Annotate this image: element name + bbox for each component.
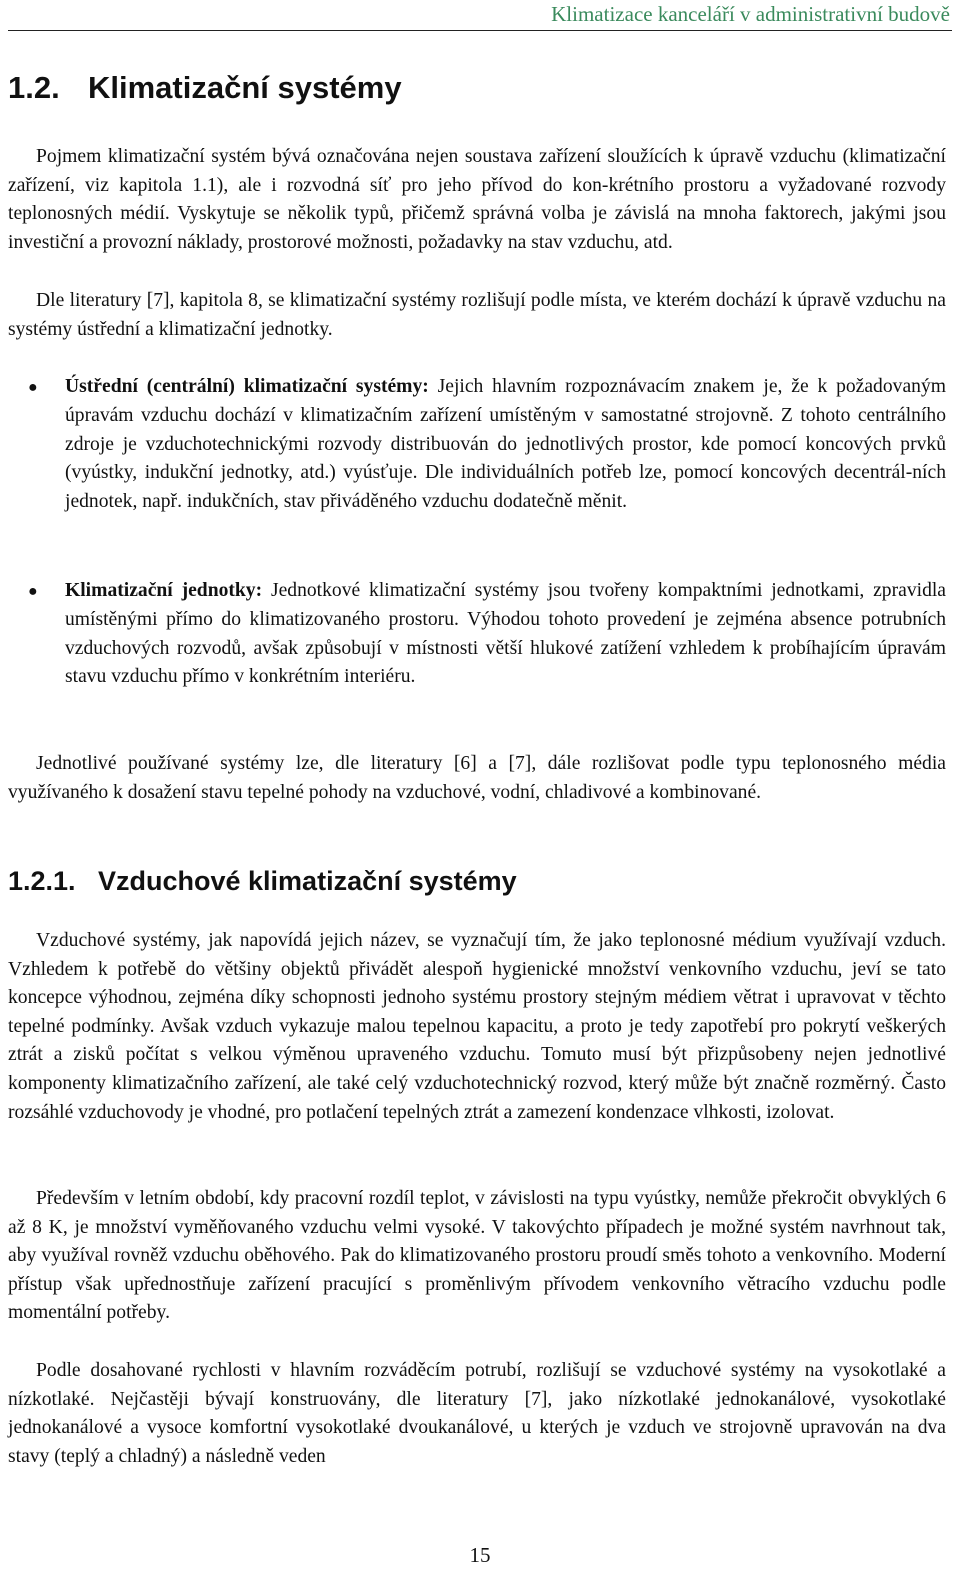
page-number: 15 [469, 1543, 491, 1567]
bullet-icon: ● [28, 379, 38, 396]
intro-paragraph: Pojmem klimatizační systém bývá označována nejen soustava zařízení sloužících k úpravě vzduchu (klimatizační zařízení, viz kapitola 1.1), ale i rozvodná síť pro jeho přívod do kon-krétního prostoru a vyžadované rozvody teplonosných médií. Vyskytuje se několik typů, přičemž správná volba je závislá na mnoha faktorech, jakými jsou investiční a provozní náklady, prostorové možnosti, požadavky na stav vzduchu, atd. [8, 146, 946, 253]
bullet-icon: ● [28, 583, 38, 600]
header-rule [8, 30, 952, 31]
closing-paragraph: Jednotlivé používané systémy lze, dle literatury [6] a [7], dále rozlišovat podle typu teplonosného média využívaného k dosažení stavu tepelné pohody na vzduchové, vodní, chladivové a kombinované. [8, 753, 946, 803]
body-paragraph-1: Vzduchové systémy, jak napovídá jejich název, se vyznačují tím, že jako teplonosné médium využívají vzduch. Vzhledem k potřebě do většiny objektů přivádět alespoň hygienické množství venkovního vzduchu, jeví se tato koncepce výhodnou, zejména díky schopnosti jednoho systému prostory stejným médiem větrat i upravovat v těchto tepelné podmínky. Avšak vzduch vykazuje malou tepelnou kapacitu, a proto je tedy zapotřebí pro pokrytí veškerých ztrát a zisků počítat s velkou výměnou upraveného vzduchu. Tomuto musí být přizpůsobeny nejen jednotlivé komponenty klimatizačního zařízení, ale také celý vzduchotechnický rozvod, který může být značně rozměrný. Často rozsáhlé vzduchovody je vhodné, pro potlačení tepelných ztrát a zamezení kondenzace vlhkosti, izolovat. [8, 930, 946, 1123]
section-title: Klimatizační systémy [88, 70, 402, 105]
list-item-unit-systems [65, 577, 946, 692]
list-item-text: Jednotkové klimatizační systémy jsou tvořeny kompaktními jednotkami, zpravidla umístěnými přímo do klimatizovaného prostoru. Výhodou tohoto provedení je zejména absence potrubních vzduchových rozvodů, avšak způsobují v místnosti větší hlukové zatížení vzhledem k probíhajícím úpravám stavu vzduchu přímo v konkrétním interiéru. [65, 580, 947, 688]
list-item-term: Ústřední (centrální) klimatizační systémy: [65, 376, 429, 397]
running-header: Klimatizace kanceláří v administrativní budově [551, 2, 950, 26]
list-item-term: Klimatizační jednotky: [65, 580, 263, 601]
subsection-title: Vzduchové klimatizační systémy [98, 866, 517, 896]
subsection-number: 1.2.1. [8, 866, 76, 896]
literature-paragraph: Dle literatury [7], kapitola 8, se klimatizační systémy rozlišují podle místa, ve kterém dochází k úpravě vzduchu na systémy ústřední a klimatizační jednotky. [8, 290, 946, 340]
list-item-text: Jejich hlavním rozpoznávacím znakem je, že k požadovaným úpravám vzduchu dochází v klimatizačním zařízení umístěným v samostatné strojovně. Z tohoto centrálního zdroje je vzduchotechnickými rozvody distribuován do jednotlivých prostor, kde pomocí koncových prvků (vyústky, indukční jednotky, atd.) vyúsťuje. Dle individuálních potřeb lze, pomocí koncových decentrál-ních jednotek, např. indukčních, stav přiváděného vzduchu dodatečně měnit. [65, 376, 946, 513]
body-paragraph-2: Především v letním období, kdy pracovní rozdíl teplot, v závislosti na typu vyústky, nemůže překročit obvyklých 6 až 8 K, je množství vyměňovaného vzduchu velmi vysoké. V takovýchto případech je možné systém navrhnout tak, aby využíval rovněž vzduchu oběhového. Pak do klimatizovaného prostoru proudí směs tohoto a venkovního. Moderní přístup však upřednostňuje zařízení pracující s proměnlivým přívodem venkovního větracího vzduchu podle momentální potřeby. [8, 1188, 946, 1324]
section-number: 1.2. [8, 70, 60, 105]
list-item-central-systems [65, 373, 946, 517]
body-paragraph-3: Podle dosahované rychlosti v hlavním rozváděcím potrubí, rozlišují se vzduchové systémy na vysokotlaké a nízkotlaké. Nejčastěji bývají konstruovány, dle literatury [7], jako nízkotlaké jednokanálové, vysokotlaké jednokanálové a vysoce komfortní vysokotlaké dvoukanálové, u kterých je vzduch ve strojovně upravován na dva stavy (teplý a chladný) a následně veden [8, 1360, 946, 1467]
subsection-heading [8, 866, 517, 897]
section-heading [8, 70, 402, 106]
